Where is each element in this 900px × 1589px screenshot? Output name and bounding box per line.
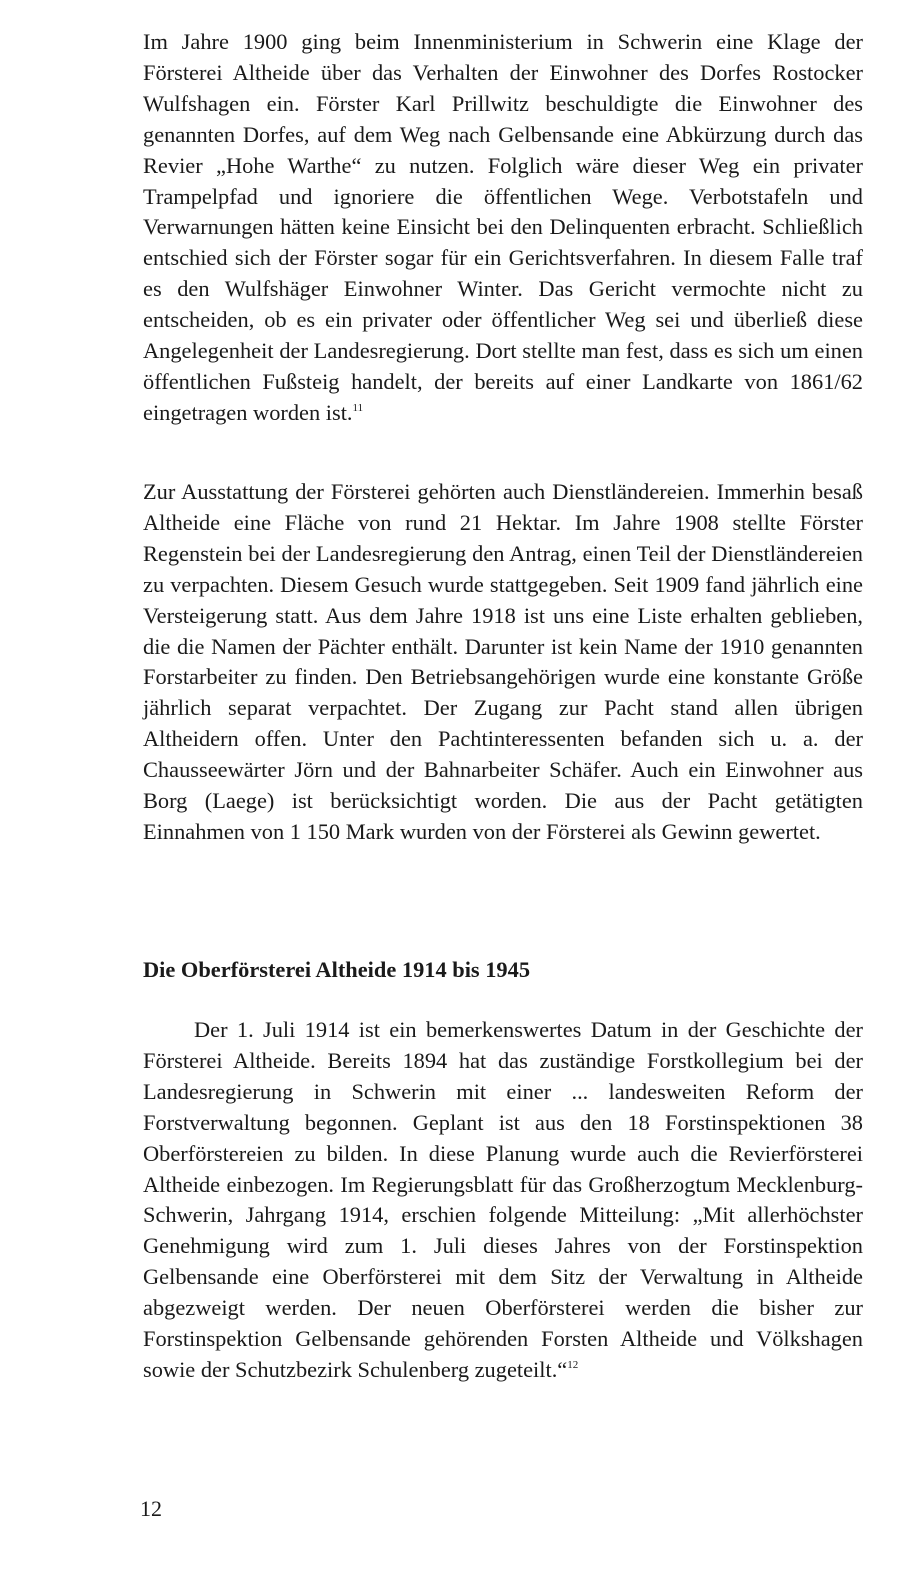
paragraph-text: Der 1. Juli 1914 ist ein bemerkenswertes Datum in der Geschichte der Försterei Altheide. Bereits 1894 hat das zuständige Forstkollegium bei der Landesregierung in Schwerin mit einer ... landesweiten Reform der Forstverwaltung begonnen. Geplant ist aus den 18 Forstinspektionen 38 Oberförstereien zu bilden. In diese Planung wurde auch die Revierförsterei Altheide einbezogen. Im Regierungsblatt für das Großherzogtum Mecklenburg-Schwerin, Jahrgang 1914, erschien folgende Mitteilung: „Mit allerhöchster Genehmigung wird zum 1. Juli dieses Jahres von der Forstinspektion Gelbensande eine Oberförsterei mit dem Sitz der Verwaltung in Altheide abgezweigt werden. Der neuen Oberförsterei werden die bisher zur Forstinspektion Gelbensande gehörenden Forsten Altheide und Völkshagen sowie der Schutzbezirk Schulenberg zugeteilt.“ [143, 1017, 863, 1382]
paragraph-text: Zur Ausstattung der Försterei gehörten auch Dienstländereien. Immerhin besaß Altheide eine Fläche von rund 21 Hektar. Im Jahre 1908 stellte Förster Regenstein bei der Landesregierung den Antrag, einen Teil der Dienstländereien zu verpachten. Diesem Gesuch wurde stattgegeben. Seit 1909 fand jährlich eine Versteigerung statt. Aus dem Jahre 1918 ist uns eine Liste erhalten geblieben, die die Namen der Pächter enthält. Darunter ist kein Name der 1910 genannten Forstarbeiter zu finden. Den Betriebsangehörigen wurde eine konstante Größe jährlich separat verpachtet. Der Zugang zur Pacht stand allen übrigen Altheidern offen. Unter den Pachtinteressenten befanden sich u. a. der Chausseewärter Jörn und der Bahnarbeiter Schäfer. Auch ein Einwohner aus Borg (Laege) ist berücksichtigt worden. Die aus der Pacht getätigten Einnahmen von 1 150 Mark wurden von der Försterei als Gewinn gewertet. [143, 479, 863, 844]
paragraph-text: Im Jahre 1900 ging beim Innenministerium in Schwerin eine Klage der Försterei Altheide über das Verhalten der Einwohner des Dorfes Rostocker Wulfshagen ein. Förster Karl Prillwitz beschuldigte die Einwohner des genannten Dorfes, auf dem Weg nach Gelbensande eine Abkürzung durch das Revier „Hohe Warthe“ zu nutzen. Folglich wäre dieser Weg ein privater Trampelpfad und ignoriere die öffentlichen Wege. Verbotstafeln und Verwarnungen hätten keine Einsicht bei den Delinquenten erbracht. Schließlich entschied sich der Förster sogar für ein Gerichtsverfahren. In diesem Falle traf es den Wulfshäger Einwohner Winter. Das Gericht vermochte nicht zu entscheiden, ob es ein privater oder öffentlicher Weg sei und überließ diese Angelegenheit der Landesregierung. Dort stellte man fest, dass es sich um einen öffentlichen Fußsteig handelt, der bereits auf einer Landkarte von 1861/62 eingetragen worden ist. [143, 29, 863, 425]
page-number: 12 [140, 1496, 162, 1521]
paragraph-prillwitz-complaint [143, 27, 863, 429]
section-heading: Die Oberförsterei Altheide 1914 bis 1945 [143, 957, 531, 982]
footnote-marker: 12 [567, 1358, 579, 1371]
footnote-marker: 11 [352, 401, 364, 414]
paragraph-oberfoersterei [143, 1015, 863, 1386]
paragraph-dienstlaendereien [143, 477, 863, 848]
